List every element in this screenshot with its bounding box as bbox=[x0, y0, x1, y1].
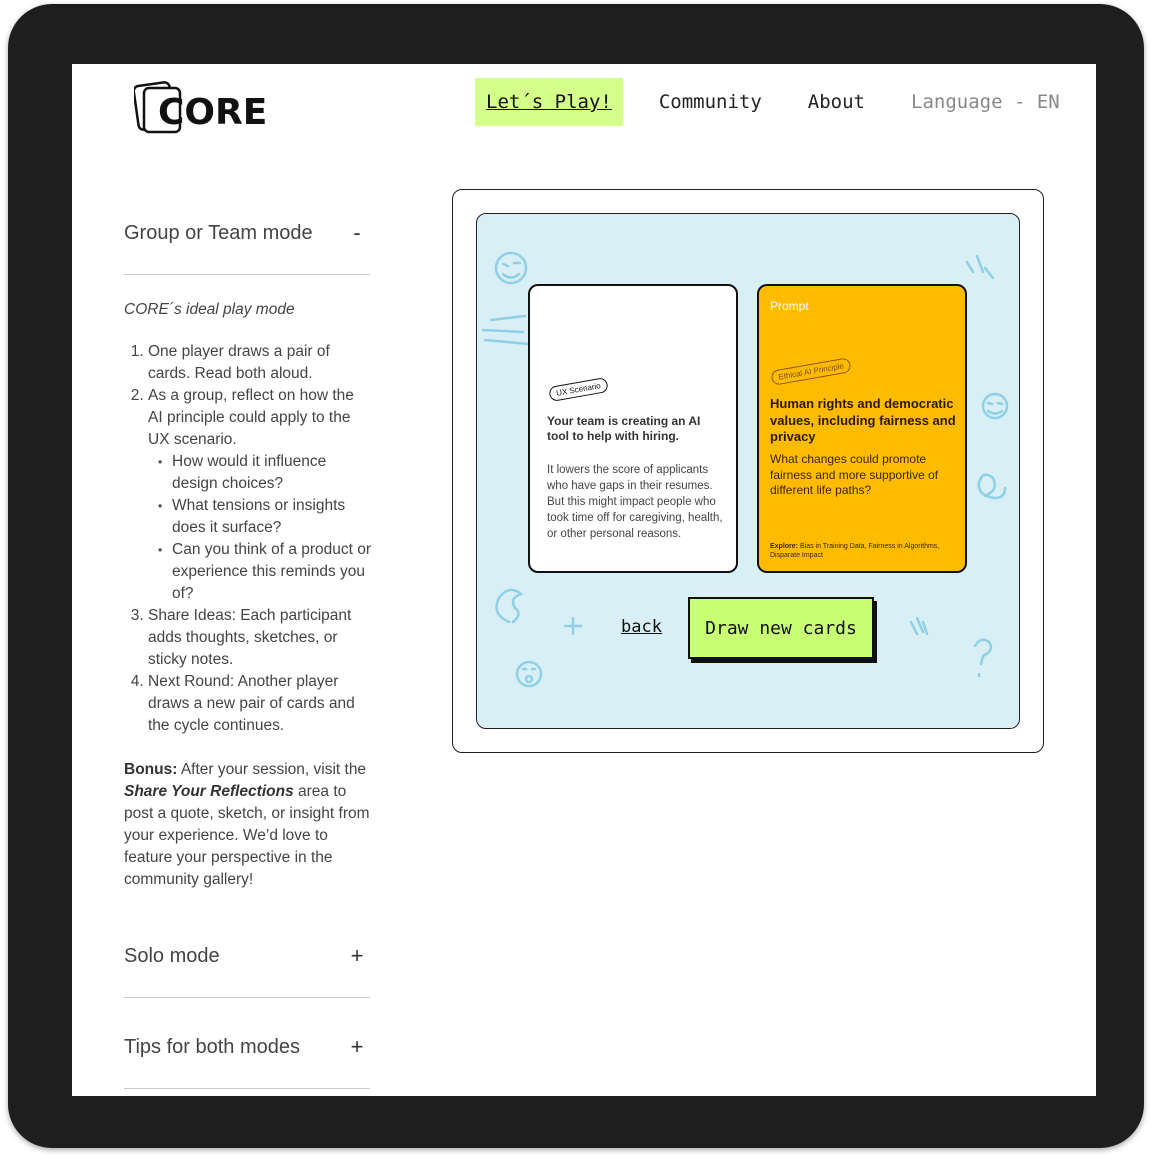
step-text: As a group, reflect on how the AI principle could apply to the UX scenario. bbox=[148, 387, 354, 448]
nav-lets-play[interactable]: Let´s Play! bbox=[475, 78, 623, 126]
divider bbox=[124, 997, 370, 998]
screen bbox=[72, 64, 1096, 1096]
bonus-text-1: After your session, visit the bbox=[180, 761, 367, 778]
logo-cards-icon bbox=[134, 74, 274, 134]
main-nav bbox=[475, 78, 1060, 126]
accordion-group-mode[interactable] bbox=[124, 216, 372, 274]
ux-card-title: Your team is creating an AI tool to help with hiring. bbox=[547, 414, 701, 443]
prompt-card-body: What changes could promote fairness and more supportive of different life paths? bbox=[770, 452, 939, 497]
ux-scenario-tag: UX Scenario bbox=[548, 377, 609, 402]
explore-topics: Bias in Training Data, Fairness in Algorithms, Disparate Impact bbox=[770, 543, 940, 559]
nav-language[interactable]: Language - EN bbox=[911, 91, 1060, 113]
ethical-principle-tag: Ethical AI Principle bbox=[770, 357, 852, 386]
logo-text: CORE bbox=[158, 92, 268, 133]
expand-icon[interactable]: + bbox=[350, 1034, 364, 1059]
accordion-tips[interactable] bbox=[124, 1030, 372, 1088]
draw-new-cards-button[interactable]: Draw new cards bbox=[688, 597, 874, 659]
ux-scenario-card[interactable] bbox=[528, 284, 738, 573]
device-frame bbox=[8, 4, 1144, 1148]
step-item: 3. Share Ideas: Each participant adds thoughts, sketches, or sticky notes. bbox=[148, 605, 372, 671]
steps-list bbox=[124, 341, 372, 737]
step-item: 1. One player draws a pair of cards. Read both aloud. bbox=[148, 341, 372, 385]
expand-icon[interactable]: + bbox=[350, 943, 364, 968]
swirl-doodle-icon bbox=[497, 590, 521, 622]
prompt-label: Prompt bbox=[770, 299, 809, 313]
sub-step-item: • Can you think of a product or experience this reminds you of? bbox=[158, 539, 372, 605]
group-mode-content bbox=[124, 275, 372, 891]
step-item bbox=[148, 385, 372, 605]
nav-about[interactable]: About bbox=[807, 91, 865, 113]
prompt-card-title: Human rights and democratic values, including fairness and privacy bbox=[770, 396, 956, 444]
accordion-solo-mode[interactable] bbox=[124, 939, 372, 997]
prompt-card[interactable] bbox=[757, 284, 967, 573]
explore-label: Explore: bbox=[770, 543, 799, 550]
play-modes-sidebar bbox=[124, 216, 372, 1089]
bonus-text-2: area to post a quote, sketch, or insight from your experience. We’d love to feature your perspective in the community gallery! bbox=[124, 783, 370, 888]
accordion-title: Tips for both modes bbox=[124, 1035, 301, 1058]
question-mark-icon bbox=[975, 640, 991, 676]
game-panel bbox=[452, 189, 1044, 753]
sub-step-item: • How would it influence design choices? bbox=[158, 451, 372, 495]
exclamation-doodle-icon bbox=[911, 618, 927, 634]
prompt-explore bbox=[770, 542, 950, 560]
accordion-title: Group or Team mode bbox=[124, 221, 313, 244]
step-item: 4. Next Round: Another player draws a new pair of cards and the cycle continues. bbox=[148, 671, 372, 737]
bonus-label: Bonus: bbox=[124, 761, 178, 778]
sub-steps-list bbox=[148, 451, 372, 605]
sparkle-lines-icon bbox=[967, 256, 993, 278]
accordion-title: Solo mode bbox=[124, 944, 220, 967]
ux-card-body: It lowers the score of applicants who have gaps in their resumes. But this might impact people who took time off for caregiving, health, or other personal reasons. bbox=[547, 464, 723, 540]
core-logo[interactable] bbox=[134, 74, 274, 134]
group-mode-intro: CORE´s ideal play mode bbox=[124, 301, 295, 318]
back-link[interactable]: back bbox=[621, 617, 662, 637]
divider bbox=[124, 1088, 370, 1089]
share-reflections-link[interactable]: Share Your Reflections bbox=[124, 783, 294, 800]
bonus-text bbox=[124, 759, 372, 891]
sub-step-item: • What tensions or insights does it surface? bbox=[158, 495, 372, 539]
star-sparkle-icon bbox=[565, 618, 581, 634]
curl-doodle-icon bbox=[979, 475, 1005, 498]
nav-community[interactable]: Community bbox=[658, 91, 762, 113]
card-board bbox=[476, 213, 1020, 729]
collapse-icon[interactable]: - bbox=[353, 220, 361, 245]
